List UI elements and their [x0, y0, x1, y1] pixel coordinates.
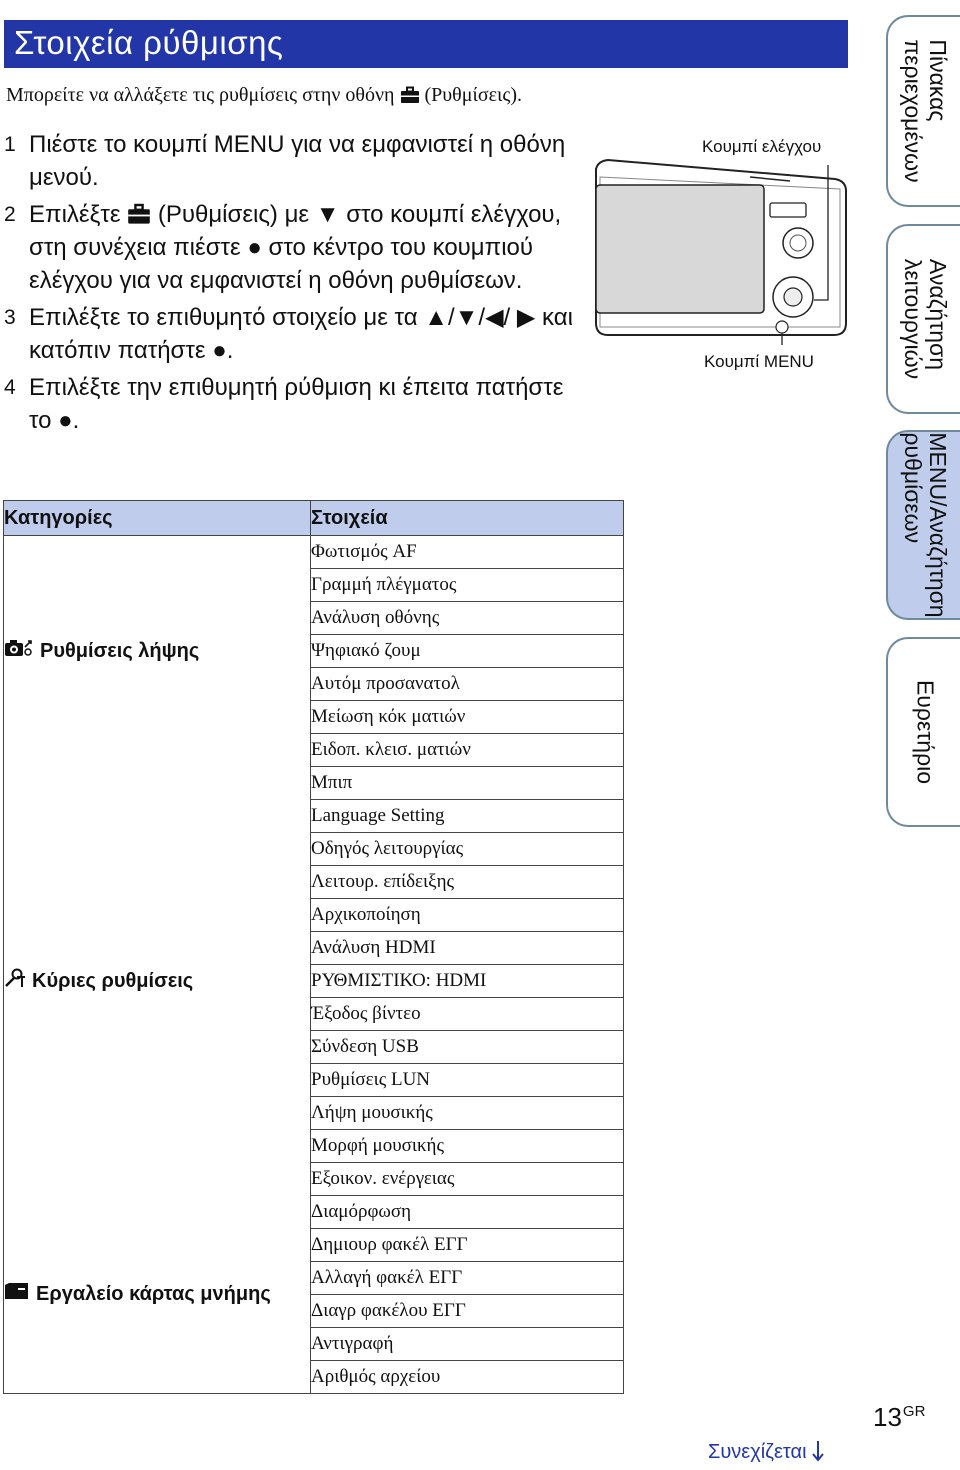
category-cell — [4, 536, 311, 767]
settings-table — [3, 500, 624, 1394]
setting-item: Λήψη μουσικής — [311, 1097, 624, 1130]
step-text: Επιλέξτε το επιθυμητό στοιχείο με τα ▲/▼/◀/ ▶ και κατόπιν πατήστε ●. — [29, 304, 573, 364]
wrench-icon — [4, 968, 26, 994]
tab-index[interactable] — [886, 637, 960, 827]
setting-item: Ψηφιακό ζουμ — [311, 635, 624, 668]
step-text: Επιλέξτε την επιθυμητή ρύθμιση κι έπειτα πατήστε το ●. — [29, 374, 564, 434]
table-row — [4, 767, 624, 800]
steps-list — [4, 128, 604, 441]
intro-text — [6, 84, 522, 107]
control-button-label: Κουμπί ελέγχου — [702, 137, 822, 156]
arrow-down-icon — [812, 1440, 824, 1462]
setting-item: Αλλαγή φακέλ ΕΓΓ — [311, 1262, 624, 1295]
setting-item: Γραμμή πλέγματος — [311, 569, 624, 602]
setting-item: Εξοικον. ενέργειας — [311, 1163, 624, 1196]
step-text: Επιλέξτε — [29, 201, 121, 228]
header-categories: Κατηγορίες — [4, 501, 311, 536]
setting-item: Φωτισμός AF — [311, 536, 624, 569]
setting-item: Αυτόμ προσανατολ — [311, 668, 624, 701]
continued-link[interactable] — [708, 1440, 824, 1464]
tab-label: MENU/Αναζήτηση ρυθμίσεων — [900, 432, 951, 618]
step-number: 3 — [4, 306, 16, 329]
intro-before: Μπορείτε να αλλάξετε τις ρυθμίσεις στην οθόνη — [6, 84, 395, 106]
setting-item: Ανάλυση HDMI — [311, 932, 624, 965]
setting-item: ΡΥΘΜΙΣΤΙΚΟ: HDMI — [311, 965, 624, 998]
setting-item: Αρχικοποίηση — [311, 899, 624, 932]
setting-item: Έξοδος βίντεο — [311, 998, 624, 1031]
setting-item: Μείωση κόκ ματιών — [311, 701, 624, 734]
setting-item: Διαγρ φακέλου ΕΓΓ — [311, 1295, 624, 1328]
setting-item: Ειδοπ. κλεισ. ματιών — [311, 734, 624, 767]
continued-label: Συνεχίζεται — [708, 1441, 807, 1463]
setting-item: Σύνδεση USB — [311, 1031, 624, 1064]
setting-item: Αντιγραφή — [311, 1328, 624, 1361]
tab-label: Αναζήτηση λειτουργιών — [900, 258, 951, 380]
setting-item: Δημιουρ φακέλ ΕΓΓ — [311, 1229, 624, 1262]
step-text: (Ρυθμίσεις) με ▼ στο κουμπί ελέγχου, στη συνέχεια πιέστε ● στο κέντρο του κουμπιού ελέγχου για να εμφανιστεί η οθόνη ρυθμίσεων. — [29, 201, 562, 294]
step-4 — [4, 371, 589, 437]
tab-function-search[interactable] — [886, 224, 960, 414]
step-number: 4 — [4, 376, 16, 399]
menu-button-label: Κουμπί MENU — [704, 352, 814, 371]
title-banner — [4, 20, 848, 68]
setting-item: Μπιπ — [311, 767, 624, 800]
step-2 — [4, 198, 589, 297]
step-1 — [4, 128, 589, 194]
page-title: Στοιχεία ρύθμισης — [14, 24, 284, 61]
setting-item: Language Setting — [311, 800, 624, 833]
setting-item: Λειτουρ. επίδειξης — [311, 866, 624, 899]
header-items: Στοιχεία — [311, 501, 624, 536]
setting-item: Οδηγός λειτουργίας — [311, 833, 624, 866]
memory-card-icon — [4, 1282, 30, 1306]
setting-item: Αριθμός αρχείου — [311, 1361, 624, 1394]
setting-item: Μορφή μουσικής — [311, 1130, 624, 1163]
category-cell — [4, 1196, 311, 1394]
setting-item: Διαμόρφωση — [311, 1196, 624, 1229]
table-row — [4, 1196, 624, 1229]
table-header-row — [4, 501, 624, 536]
category-cell — [4, 767, 311, 1196]
category-label: Ρυθμίσεις λήψης — [40, 639, 200, 662]
tab-label: Ευρετήριο — [912, 679, 939, 785]
tab-label: Πίνακας περιεχομένων — [900, 39, 951, 183]
category-label: Εργαλείο κάρτας μνήμης — [36, 1282, 271, 1305]
page-number: $13^{GR}$ — [873, 1402, 926, 1432]
category-label: Κύριες ρυθμίσεις — [32, 969, 194, 992]
step-number: 1 — [4, 133, 16, 156]
table-row — [4, 536, 624, 569]
camera-illustration — [590, 155, 850, 345]
step-3 — [4, 301, 589, 367]
tab-contents[interactable] — [886, 15, 960, 207]
step-number: 2 — [4, 203, 16, 226]
camera-settings-icon — [4, 638, 34, 664]
tab-menu-settings-search[interactable] — [886, 430, 960, 620]
toolbox-icon — [127, 203, 151, 225]
intro-after: (Ρυθμίσεις). — [424, 84, 523, 106]
toolbox-icon — [400, 86, 420, 104]
step-text: Πιέστε το κουμπί MENU για να εμφανιστεί η οθόνη μενού. — [29, 131, 566, 191]
setting-item: Ανάλυση οθόνης — [311, 602, 624, 635]
setting-item: Ρυθμίσεις LUN — [311, 1064, 624, 1097]
